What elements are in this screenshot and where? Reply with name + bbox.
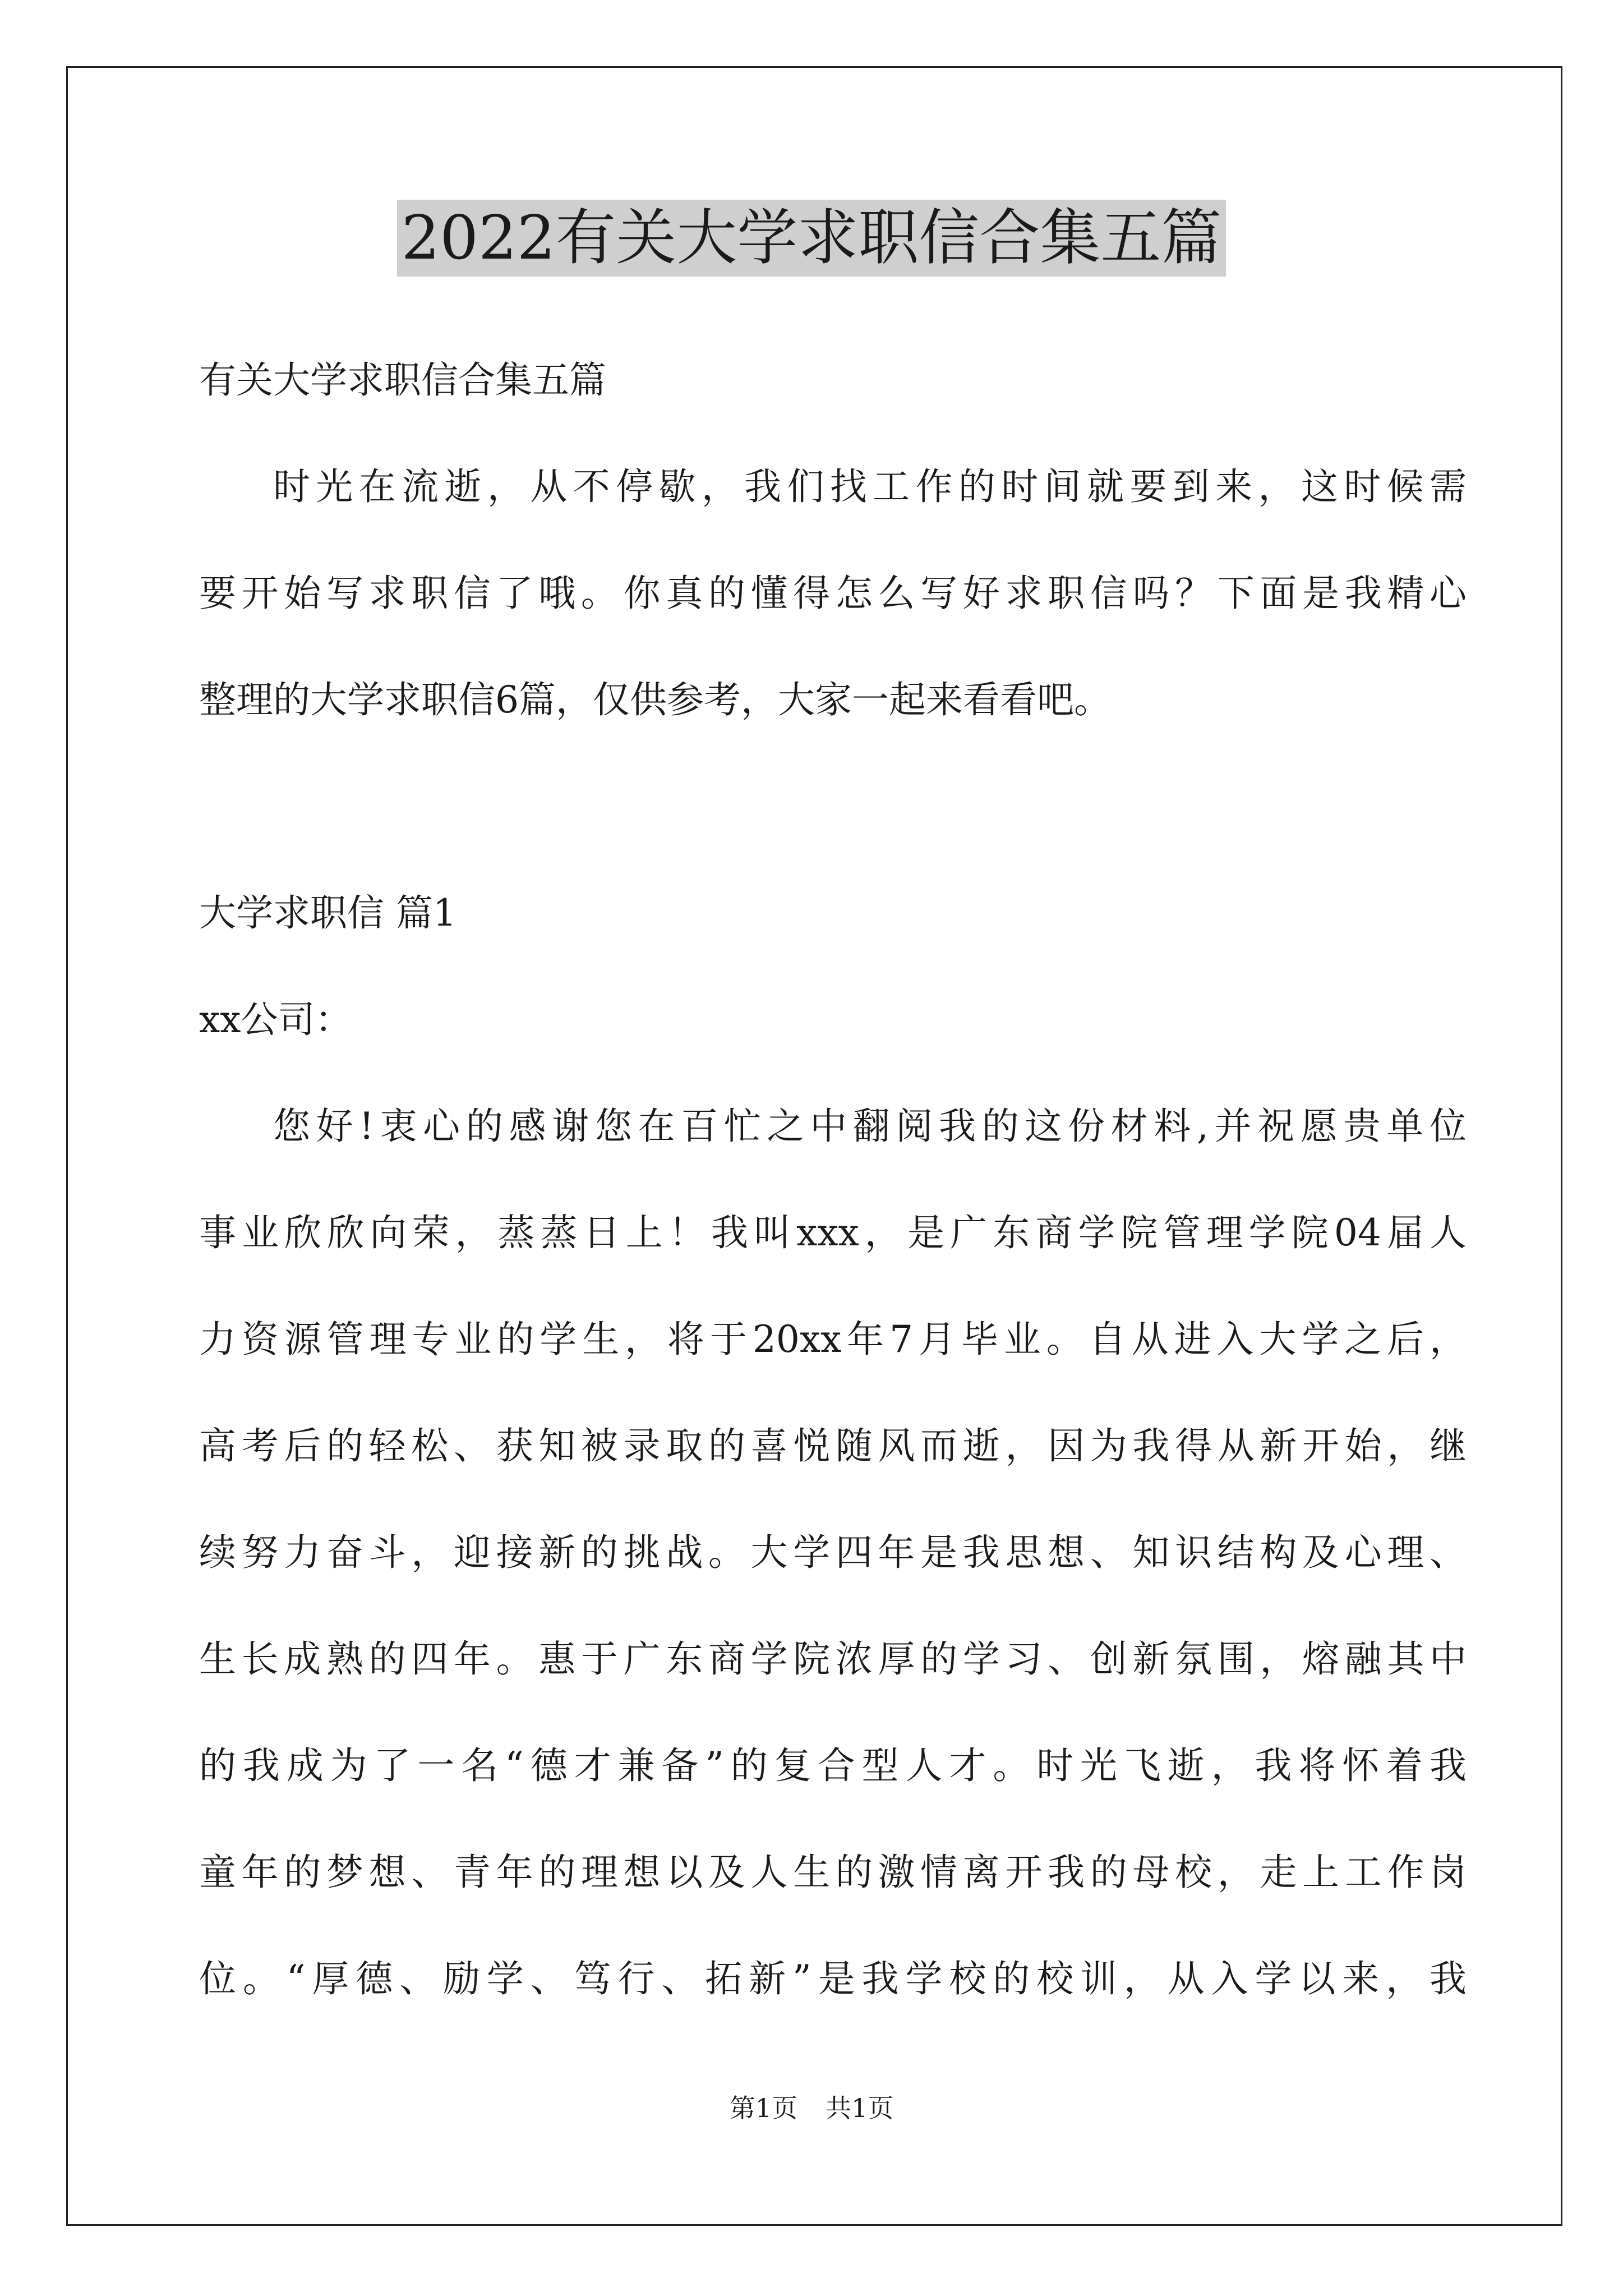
body-line-1: 您好!衷心的感谢您在百忙之中翻阅我的这份材料,并祝愿贵单位 [273, 1105, 1467, 1148]
intro-line-2: 要开始写求职信了哦。你真的懂得怎么写好求职信吗？下面是我精心 [199, 572, 1467, 615]
body-line-4: 高考后的轻松、获知被录取的喜悦随风而逝，因为我得从新开始，继 [199, 1424, 1467, 1467]
page-number: 第1页 [729, 2093, 797, 2123]
body-line-3: 力资源管理专业的学生，将于20xx年7月毕业。自从进入大学之后， [199, 1318, 1467, 1361]
page-total: 共1页 [826, 2093, 894, 2123]
body-line-8: 童年的梦想、青年的理想以及人生的激情离开我的母校，走上工作岗 [199, 1851, 1467, 1894]
body-line-6: 生长成熟的四年。惠于广东商学院浓厚的学习、创新氛围，熔融其中 [199, 1637, 1467, 1681]
document-title-text: 2022有关大学求职信合集五篇 [397, 200, 1227, 277]
intro-line-3: 整理的大学求职信6篇，仅供参考，大家一起来看看吧。 [199, 678, 1111, 721]
body-line-5: 续努力奋斗，迎接新的挑战。大学四年是我思想、知识结构及心理、 [199, 1531, 1467, 1574]
section-heading: 大学求职信 篇1 [199, 891, 457, 935]
body-line-2: 事业欣欣向荣，蒸蒸日上！我叫xxx，是广东商学院管理学院04届人 [199, 1211, 1467, 1254]
document-title [0, 196, 1623, 280]
body-line-7: 的我成为了一名“德才兼备”的复合型人才。时光飞逝，我将怀着我 [199, 1744, 1467, 1787]
body-line-9: 位。“厚德、励学、笃行、拓新”是我学校的校训，从入学以来，我 [199, 1957, 1467, 2000]
page-footer [0, 2091, 1623, 2125]
intro-line-1: 时光在流逝，从不停歇，我们找工作的时间就要到来，这时候需 [273, 465, 1467, 508]
salutation: xx公司： [199, 998, 352, 1041]
document-subtitle: 有关大学求职信合集五篇 [199, 358, 606, 402]
